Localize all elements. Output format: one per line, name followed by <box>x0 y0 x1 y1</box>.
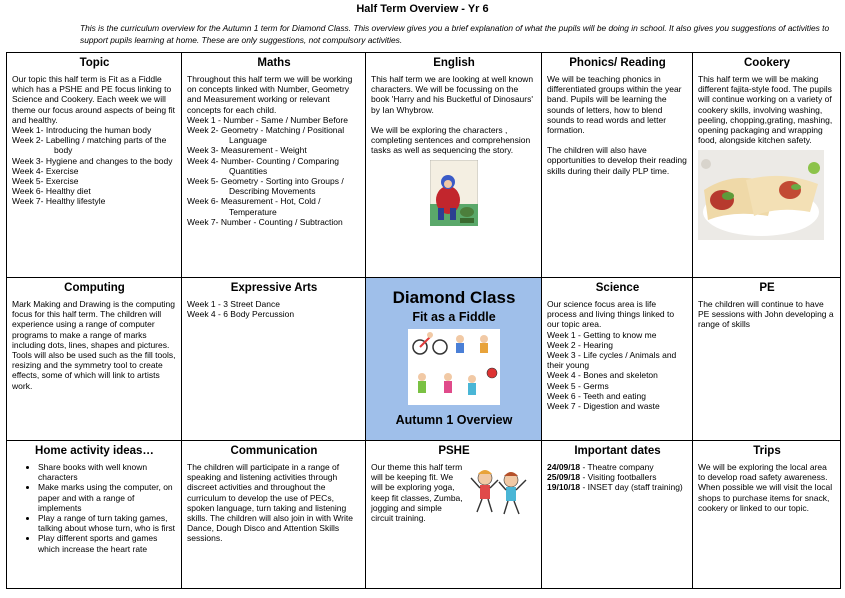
date-event: - Theatre company <box>580 462 654 472</box>
date: 19/10/18 <box>547 482 581 493</box>
maths-week: Week 7- Number - Counting / Subtraction <box>187 216 343 227</box>
date-event: - Visiting footballers <box>580 472 657 483</box>
important-dates-cell <box>542 441 693 589</box>
list-item: • Share books with well known characters <box>38 462 177 482</box>
phonics-heading: Phonics/ Reading <box>569 57 666 69</box>
trips-heading: Trips <box>753 445 781 457</box>
computing-text: Mark Making and Drawing is the computing focus for this half term. The children will experience using a range of computer programs to make a range of marks including dots, lines, shapes and pictures. Tools will also be used such as the fill tools, resizing and the symmetry tool to create effects, some of which will link to artists work. <box>12 299 176 391</box>
communication-cell <box>182 441 366 589</box>
topic-week: Week 2- Labelling / matching parts of the body <box>12 135 167 156</box>
english-cell <box>366 53 542 278</box>
topic-week: Week 5- Exercise <box>12 176 79 187</box>
phonics-cell <box>542 53 693 278</box>
expressive-week: Week 4 - 6 Body Percussion <box>187 309 295 320</box>
home-activity-list <box>12 462 177 554</box>
book-cover-image <box>371 160 537 228</box>
list-item: • Play a range of turn taking games, talking about whose turn, who is first <box>38 513 177 533</box>
topic-week: Week 1- Introducing the human body <box>12 125 152 136</box>
intro-text: This is the curriculum overview for the Autumn 1 term for Diamond Class. This overview gives you a brief explanation of what the pupils will be doing in school. It also gives you suggestions of activities to support pupils learning at home. These are only suggestions, not compulsory activities. <box>80 23 830 45</box>
kids-jumping-image <box>469 466 529 524</box>
topic-week: Week 6- Healthy diet <box>12 186 91 197</box>
communication-text: The children will participate in a range of speaking and listening activities through discreet activities and throughout the curriculum to develop the use of PECs, spoken language, turn taking and listening skills. The children will also join in with Write Dance, Dough Disco and Attention Skills sessions. <box>187 462 353 544</box>
overview-name: Autumn 1 Overview <box>395 413 513 428</box>
science-text: Our science focus area is life process and living things linked to our topic area. <box>547 299 675 330</box>
science-cell <box>542 278 693 441</box>
maths-week: Week 6- Measurement - Hot, Cold / Temperature <box>187 196 321 217</box>
expressive-week: Week 1 - 3 Street Dance <box>187 299 280 309</box>
science-week: Week 7 - Digestion and waste <box>547 401 660 412</box>
maths-week: Week 2- Geometry - Matching / Positional Language <box>187 125 345 146</box>
pe-heading: PE <box>759 282 775 294</box>
pshe-cell <box>366 441 542 589</box>
maths-week: Week 3- Measurement - Weight <box>187 145 307 156</box>
science-week: Week 2 - Hearing <box>547 339 613 350</box>
trips-cell <box>693 441 841 589</box>
phonics-text-2: The children will also have opportunities to develop their reading skills during their daily PLP time. <box>547 145 687 176</box>
topic-week: Week 3- Hygiene and changes to the body <box>12 155 173 166</box>
science-heading: Science <box>595 282 640 294</box>
topic-heading: Topic <box>79 57 110 69</box>
topic-cell <box>7 53 182 278</box>
children-exercise-image <box>371 329 537 407</box>
english-text-2: We will be exploring the characters , completing sentences and comprehension tasks as well as sequencing the story. <box>371 124 531 156</box>
date-event: - INSET day (staff training) <box>580 482 683 493</box>
feature-cell <box>366 278 542 441</box>
expressive-arts-heading: Expressive Arts <box>230 282 318 294</box>
topic-week: Week 7- Healthy lifestyle <box>12 196 106 207</box>
important-dates-heading: Important dates <box>574 445 661 457</box>
overview-grid <box>6 52 841 589</box>
science-week: Week 1 - Getting to know me <box>547 329 657 340</box>
cookery-cell <box>693 53 841 278</box>
computing-heading: Computing <box>64 282 125 294</box>
phonics-text-1: We will be teaching phonics in differentiated groups within the year band. Pupils will be learning the sounds of letters, how to blend sounds to read words and letter formation. <box>547 74 682 136</box>
maths-week: Week 5- Geometry - Sorting into Groups / Describing Movements <box>187 176 344 197</box>
topic-week: Week 4- Exercise <box>12 165 79 176</box>
maths-week: Week 1 - Number - Same / Number Before <box>187 114 348 125</box>
cookery-text: This half term we will be making different fajita-style food. The pupils will continue working on a variety of cookery skills, involving washing, peeling, chopping,grating, mashing, opening packaging and wrapping food, alongside kitchen safety. <box>698 74 833 146</box>
maths-heading: Maths <box>257 57 291 69</box>
topic-name: Fit as a Fiddle <box>412 310 496 324</box>
cookery-heading: Cookery <box>743 57 791 69</box>
date-item <box>547 462 688 472</box>
home-activity-cell <box>7 441 182 589</box>
class-name: Diamond Class <box>392 288 516 307</box>
pe-cell <box>693 278 841 441</box>
maths-week: Week 4- Number- Counting / Comparing Quantities <box>187 155 339 176</box>
list-item: • Play different sports and games which increase the heart rate <box>38 533 177 553</box>
trips-text: We will be exploring the local area to develop road safety awareness. When possible we will visit the local shops to purchase items for snack, cookery or linked to our topic. <box>698 462 833 513</box>
fajita-image <box>698 150 836 242</box>
page-title: Half Term Overview - Yr 6 <box>356 3 489 15</box>
english-text-1: This half term we are looking at well known characters. We will be focussing on the book 'Harry and his Bucketful of Dinosaurs' by Ian Whybrow. <box>371 74 534 115</box>
computing-cell <box>7 278 182 441</box>
list-item: • Make marks using the computer, on paper and with a range of implements <box>38 482 177 513</box>
date-item <box>547 472 688 482</box>
date: 25/09/18 <box>547 472 581 483</box>
maths-cell <box>182 53 366 278</box>
science-week: Week 6 - Teeth and eating <box>547 390 646 401</box>
science-week: Week 4 - Bones and skeleton <box>547 370 658 381</box>
science-week: Week 3 - Life cycles / Animals and their young <box>547 350 677 371</box>
topic-text: Our topic this half term is Fit as a Fiddle which has a PSHE and PE focus linking to Science and Cookery. Each week we will theme our focus around aspects of being fit and healthy. <box>12 74 176 125</box>
pshe-heading: PSHE <box>438 445 470 457</box>
pe-text: The children will continue to have PE sessions with John developing a range of skills <box>698 299 834 330</box>
date: 24/09/18 <box>547 462 581 472</box>
english-heading: English <box>433 57 475 69</box>
date-item <box>547 482 688 492</box>
pshe-text: Our theme this half term will be keeping fit. We will be exploring yoga, keep fit classes, Zumba, jogging and simple circuit training. <box>371 462 463 524</box>
communication-heading: Communication <box>230 445 318 457</box>
expressive-arts-cell <box>182 278 366 441</box>
science-week: Week 5 - Germs <box>547 380 609 391</box>
maths-text: Throughout this half term we will be working on concepts linked with Number, Geometry and Measurement working or relevant concepts for each child. <box>187 74 353 115</box>
home-activity-heading: Home activity ideas… <box>35 445 154 457</box>
